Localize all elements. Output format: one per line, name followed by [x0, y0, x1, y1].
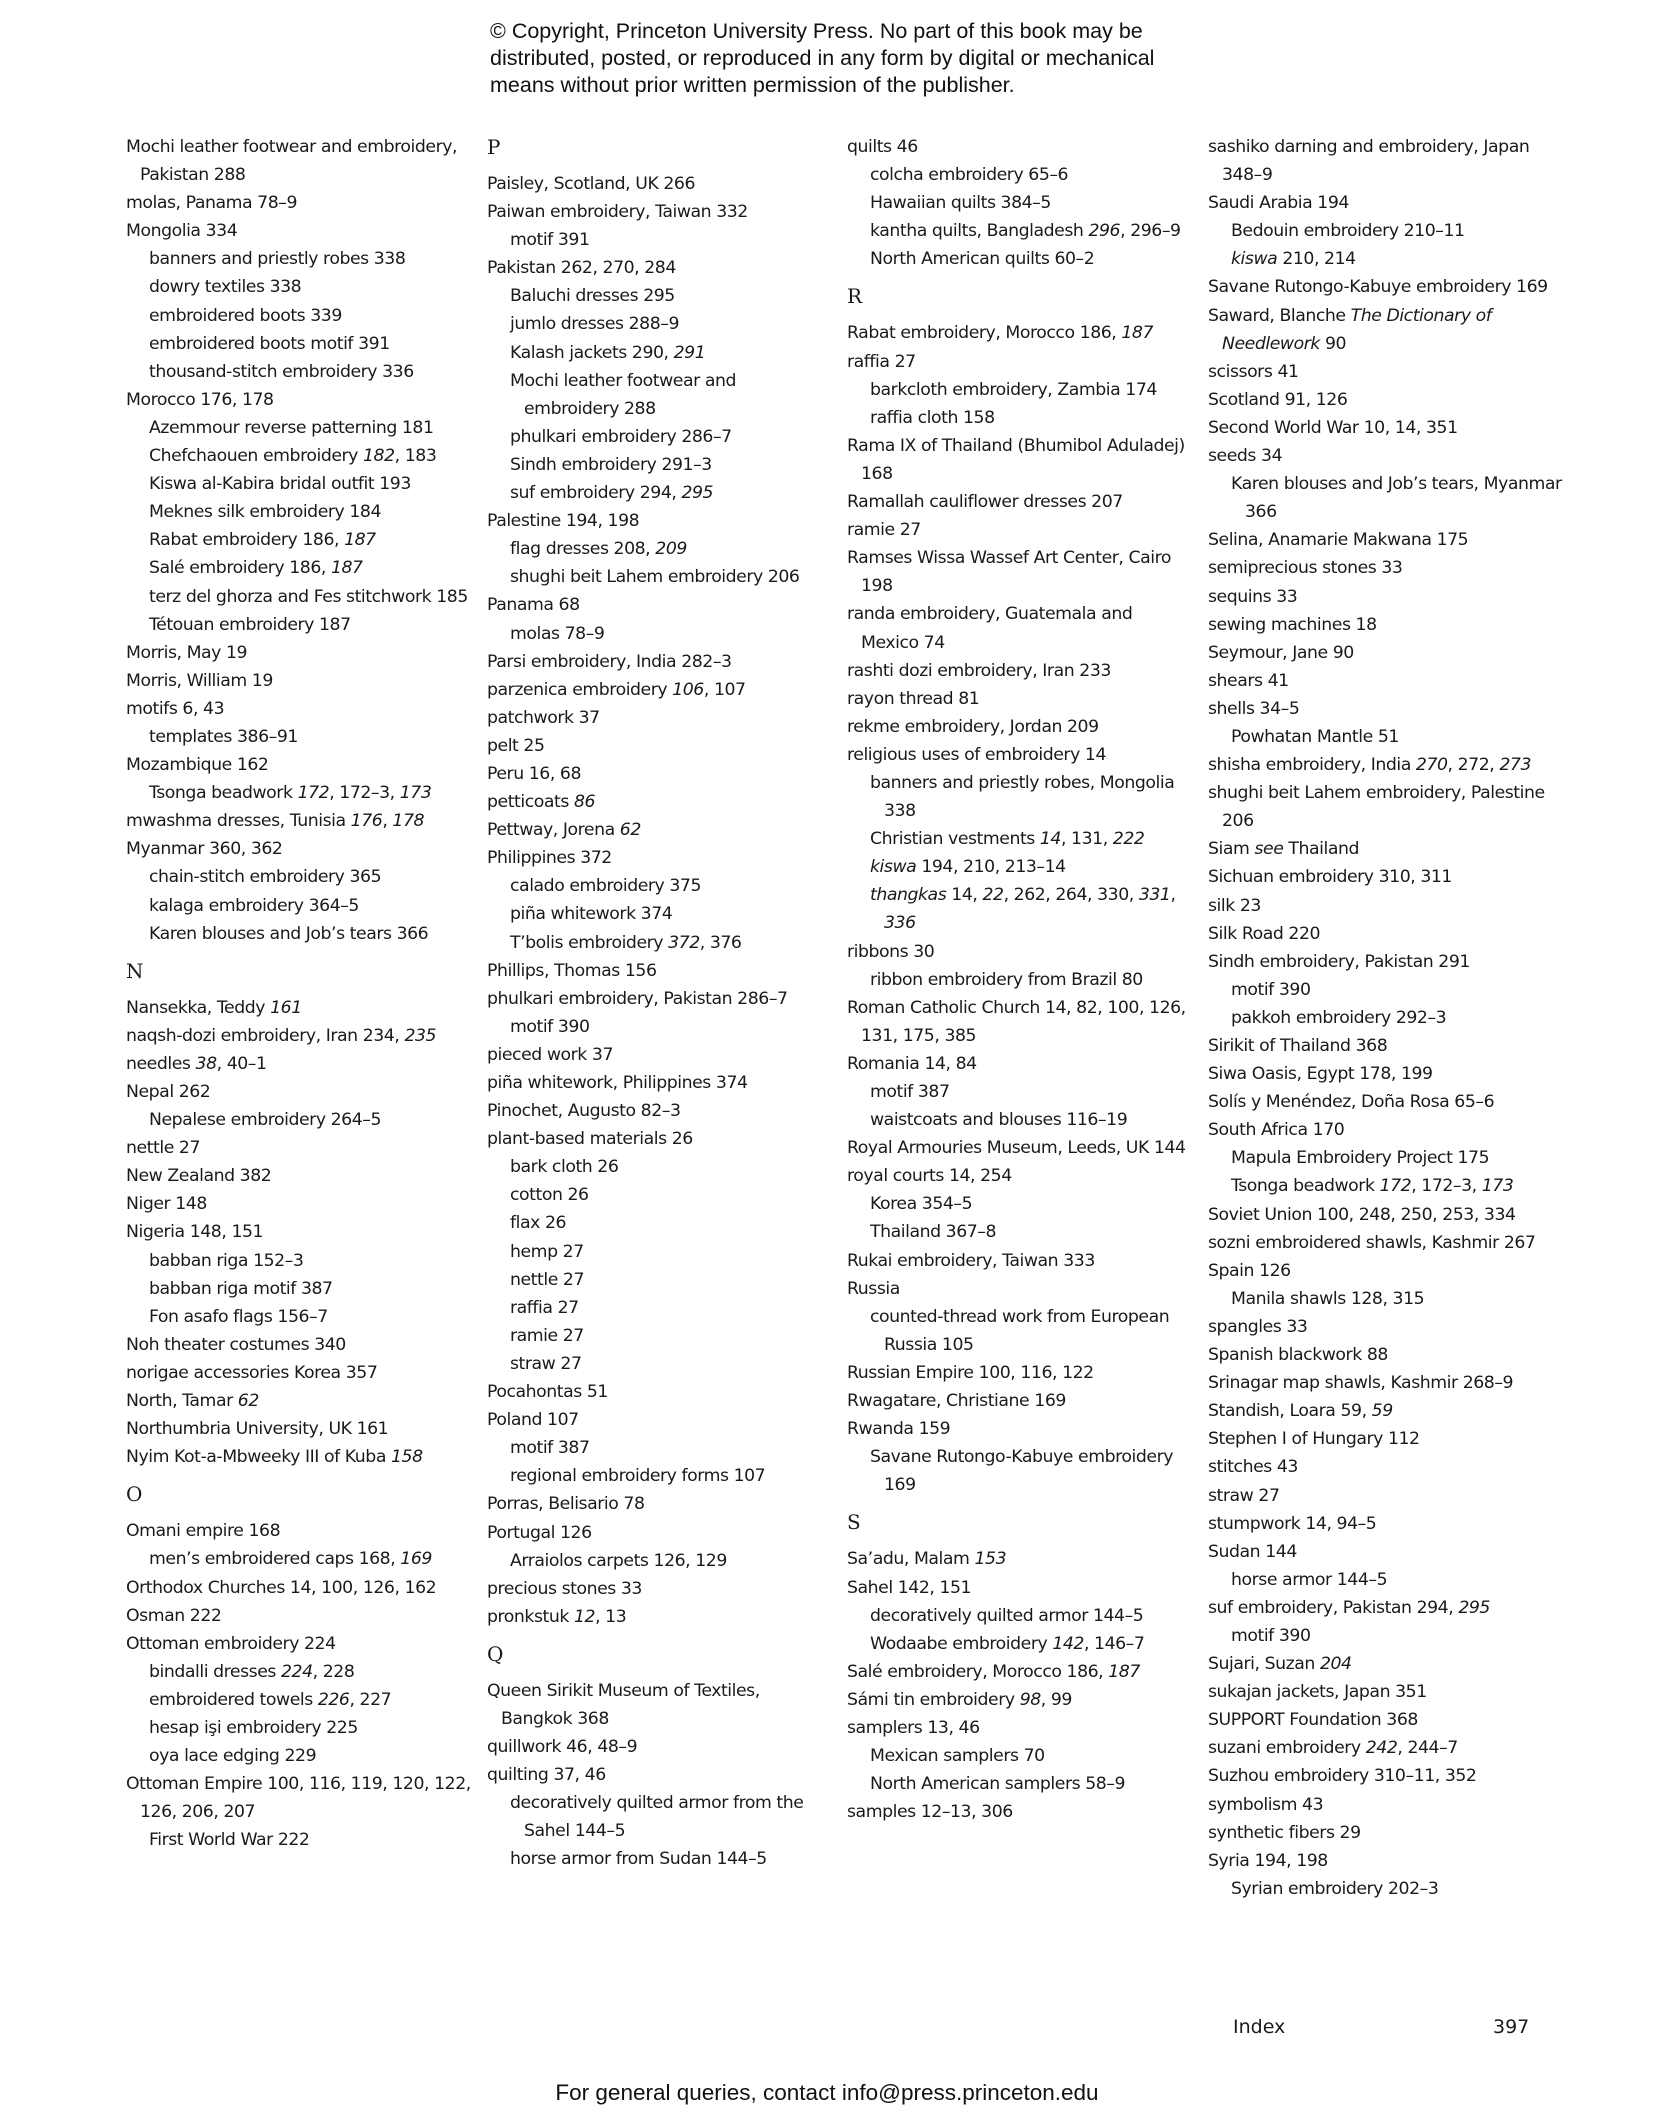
index-subentry: regional embroidery forms 107: [510, 1466, 766, 1487]
contact-footer: For general queries, contact info@press.princeton.edu: [555, 2080, 1099, 2105]
index-entry: parzenica embroidery 106, 107: [487, 679, 746, 700]
index-subentry: Powhatan Mantle 51: [1231, 726, 1399, 747]
index-entry: Ramses Wissa Wassef Art Center, Cairo 198: [847, 548, 1172, 597]
index-entry: Panama 68: [487, 595, 580, 616]
index-subentry: T’bolis embroidery 372, 376: [510, 932, 742, 953]
index-subentry: Mapula Embroidery Project 175: [1231, 1148, 1490, 1169]
index-entry: Pocahontas 51: [487, 1382, 608, 1403]
index-entry: needles 38, 40–1: [126, 1053, 267, 1074]
index-subentry: colcha embroidery 65–6: [870, 165, 1069, 186]
letter-heading: N: [126, 958, 144, 983]
index-subentry: barkcloth embroidery, Zambia 174: [870, 379, 1157, 400]
index-subentry: motif 390: [510, 1016, 590, 1037]
index-entry: naqsh-dozi embroidery, Iran 234, 235: [126, 1025, 437, 1046]
index-entry: scissors 41: [1208, 361, 1299, 382]
index-subentry: First World War 222: [149, 1830, 310, 1851]
index-subentry: Thailand 367–8: [870, 1222, 997, 1243]
index-entry: Stephen I of Hungary 112: [1208, 1429, 1420, 1450]
index-entry: precious stones 33: [487, 1578, 642, 1599]
index-entry: Orthodox Churches 14, 100, 126, 162: [126, 1577, 437, 1598]
index-entry: Seymour, Jane 90: [1208, 642, 1354, 663]
index-entry: synthetic fibers 29: [1208, 1822, 1361, 1843]
index-subentry: phulkari embroidery 286–7: [510, 426, 732, 447]
index-subentry: flax 26: [510, 1213, 567, 1234]
index-subentry: horse armor 144–5: [1231, 1569, 1388, 1590]
index-entry: Sámi tin embroidery 98, 99: [847, 1689, 1072, 1710]
index-subentry: ribbon embroidery from Brazil 80: [870, 969, 1143, 990]
index-subentry: Nepalese embroidery 264–5: [149, 1110, 382, 1131]
index-subentry: Savane Rutongo-Kabuye embroidery 169: [870, 1447, 1173, 1496]
index-entry: Paiwan embroidery, Taiwan 332: [487, 202, 748, 223]
index-entry: Saward, Blanche The Dictionary of Needlework 90: [1208, 305, 1492, 354]
index-entry: randa embroidery, Guatemala and Mexico 74: [847, 604, 1133, 653]
index-subentry: embroidered towels 226, 227: [149, 1689, 392, 1710]
index-entry: silk 23: [1208, 895, 1261, 916]
index-entry: seeds 34: [1208, 446, 1283, 467]
index-subentry: Fon asafo flags 156–7: [149, 1306, 328, 1327]
index-subentry: Meknes silk embroidery 184: [149, 502, 381, 523]
index-subentry: motif 391: [510, 230, 590, 251]
index-entry: Romania 14, 84: [847, 1053, 977, 1074]
index-subentry: Manila shawls 128, 315: [1231, 1288, 1425, 1309]
index-subentry: ramie 27: [510, 1325, 584, 1346]
index-column-1: [126, 133, 471, 1854]
index-subentry: templates 386–91: [149, 726, 298, 747]
index-entry: Rama IX of Thailand (Bhumibol Aduladej) 168: [847, 435, 1185, 484]
index-entry: symbolism 43: [1208, 1794, 1324, 1815]
index-entry: Morocco 176, 178: [126, 389, 274, 410]
index-entry: Ottoman embroidery 224: [126, 1633, 336, 1654]
index-subentry: chain-stitch embroidery 365: [149, 867, 382, 888]
index-subentry: Christian vestments 14, 131, 222: [870, 829, 1145, 850]
index-entry: shears 41: [1208, 670, 1289, 691]
index-entry: Myanmar 360, 362: [126, 839, 283, 860]
index-entry: samples 12–13, 306: [847, 1802, 1013, 1823]
index-entry: shughi beit Lahem embroidery, Palestine 206: [1208, 783, 1545, 832]
index-entry: royal courts 14, 254: [847, 1166, 1012, 1187]
index-entry: quilting 37, 46: [487, 1765, 606, 1786]
index-subentry: terz del ghorza and Fes stitchwork 185: [149, 586, 468, 607]
index-subentry: piña whitework 374: [510, 904, 673, 925]
index-entry: Ramallah cauliflower dresses 207: [847, 492, 1123, 513]
index-subentry: waistcoats and blouses 116–19: [870, 1110, 1128, 1131]
index-column-4: [1208, 133, 1568, 1903]
index-subentry: Tétouan embroidery 187: [149, 614, 351, 635]
index-entry: Sujari, Suzan 204: [1208, 1654, 1352, 1675]
index-subentry: raffia cloth 158: [870, 407, 995, 428]
index-entry: norigae accessories Korea 357: [126, 1362, 378, 1383]
index-subentry: embroidered boots motif 391: [149, 333, 390, 354]
index-entry: Pettway, Jorena 62: [487, 820, 641, 841]
index-entry: Saudi Arabia 194: [1208, 193, 1349, 214]
index-entry: straw 27: [1208, 1485, 1280, 1506]
index-entry: Second World War 10, 14, 351: [1208, 417, 1458, 438]
index-entry: Scotland 91, 126: [1208, 389, 1348, 410]
index-entry: quillwork 46, 48–9: [487, 1737, 638, 1758]
index-subentry: dowry textiles 338: [149, 277, 302, 298]
index-subentry: North American quilts 60–2: [870, 249, 1095, 270]
index-entry: sozni embroidered shawls, Kashmir 267: [1208, 1232, 1536, 1253]
index-entry: Srinagar map shawls, Kashmir 268–9: [1208, 1373, 1514, 1394]
index-subentry: Kiswa al-Kabira bridal outfit 193: [149, 474, 411, 495]
index-entry: pieced work 37: [487, 1044, 614, 1065]
index-entry: stumpwork 14, 94–5: [1208, 1513, 1377, 1534]
index-subentry: Tsonga beadwork 172, 172–3, 173: [149, 783, 432, 804]
index-entry: Soviet Union 100, 248, 250, 253, 334: [1208, 1204, 1516, 1225]
index-subentry: Rabat embroidery 186, 187: [149, 530, 376, 551]
index-entry: rekme embroidery, Jordan 209: [847, 716, 1099, 737]
index-subentry: Korea 354–5: [870, 1194, 973, 1215]
index-subentry: motif 387: [870, 1082, 950, 1102]
index-entry: Mozambique 162: [126, 755, 269, 776]
index-entry: Russia: [847, 1278, 900, 1299]
index-subentry: Baluchi dresses 295: [510, 286, 675, 307]
index-entry: Paisley, Scotland, UK 266: [487, 174, 696, 194]
index-subentry: Tsonga beadwork 172, 172–3, 173: [1231, 1176, 1514, 1197]
index-subentry: motif 390: [1231, 979, 1311, 1000]
index-entry: Sa’adu, Malam 153: [847, 1549, 1007, 1570]
index-subentry: horse armor from Sudan 144–5: [510, 1849, 767, 1870]
index-subentry: cotton 26: [510, 1185, 589, 1206]
index-entry: sewing machines 18: [1208, 614, 1377, 635]
index-entry: ribbons 30: [847, 941, 935, 962]
index-subentry: babban riga 152–3: [149, 1250, 304, 1271]
index-subentry: Arraiolos carpets 126, 129: [510, 1550, 727, 1571]
index-subentry: kiswa 210, 214: [1231, 249, 1356, 270]
index-subentry: bark cloth 26: [510, 1157, 619, 1178]
index-entry: Osman 222: [126, 1605, 222, 1626]
index-subentry: thousand-stitch embroidery 336: [149, 361, 414, 382]
index-subentry: Salé embroidery 186, 187: [149, 558, 363, 579]
index-entry: Salé embroidery, Morocco 186, 187: [847, 1661, 1140, 1682]
index-entry: Rwagatare, Christiane 169: [847, 1391, 1066, 1412]
index-entry: Niger 148: [126, 1194, 207, 1215]
index-entry: Siwa Oasis, Egypt 178, 199: [1208, 1064, 1433, 1085]
index-column-3: [847, 133, 1192, 1826]
index-subentry: jumlo dresses 288–9: [510, 314, 679, 335]
letter-heading: Q: [487, 1641, 504, 1666]
index-entry: South Africa 170: [1208, 1120, 1345, 1141]
index-subentry: decoratively quilted armor 144–5: [870, 1605, 1144, 1626]
letter-heading: O: [126, 1482, 143, 1507]
index-subentry: suf embroidery 294, 295: [510, 483, 714, 504]
index-subentry: Chefchaouen embroidery 182, 183: [149, 446, 437, 467]
index-subentry: shughi beit Lahem embroidery 206: [510, 567, 800, 588]
index-entry: Morris, William 19: [126, 670, 273, 691]
index-entry: raffia 27: [847, 351, 916, 372]
index-entry: stitches 43: [1208, 1457, 1298, 1478]
index-subentry: Azemmour reverse patterning 181: [149, 417, 434, 438]
index-entry: motifs 6, 43: [126, 698, 225, 719]
index-entry: sukajan jackets, Japan 351: [1208, 1682, 1427, 1703]
index-entry: Suzhou embroidery 310–11, 352: [1208, 1766, 1477, 1787]
index-entry: patchwork 37: [487, 707, 600, 728]
index-subentry: motif 390: [1231, 1625, 1311, 1646]
index-entry: Rukai embroidery, Taiwan 333: [847, 1250, 1095, 1271]
index-subentry: Karen blouses and Job’s tears, Myanmar 366: [1231, 474, 1562, 523]
index-entry: pronkstuk 12, 13: [487, 1606, 627, 1627]
index-entry: Pinochet, Augusto 82–3: [487, 1101, 681, 1122]
index-entry: Sindh embroidery, Pakistan 291: [1208, 951, 1470, 972]
copyright-notice: © Copyright, Princeton University Press. No part of this book may be distributed, posted, or reproduced in any form by digital or mechanical means without prior written permission of the publisher.: [490, 19, 1155, 97]
index-entry: Phillips, Thomas 156: [487, 960, 657, 981]
index-subentry: Syrian embroidery 202–3: [1231, 1878, 1439, 1899]
index-entry: Spanish blackwork 88: [1208, 1345, 1388, 1366]
index-entry: Sudan 144: [1208, 1541, 1297, 1562]
index-entry: Philippines 372: [487, 848, 612, 869]
index-entry: Nansekka, Teddy 161: [126, 997, 302, 1018]
index-subentry: thangkas 14, 22, 262, 264, 330, 331, 336: [870, 885, 1176, 934]
index-subentry: nettle 27: [510, 1269, 585, 1290]
index-subentry: kiswa 194, 210, 213–14: [870, 857, 1066, 878]
index-entry: Mochi leather footwear and embroidery, Pakistan 288: [126, 137, 458, 186]
index-entry: Mongolia 334: [126, 221, 238, 242]
index-entry: Porras, Belisario 78: [487, 1494, 645, 1515]
index-entry: Nigeria 148, 151: [126, 1222, 264, 1243]
index-entry: Northumbria University, UK 161: [126, 1419, 389, 1440]
index-entry: quilts 46: [847, 137, 918, 157]
index-subentry: kantha quilts, Bangladesh 296, 296–9: [870, 221, 1181, 242]
index-entry: Rwanda 159: [847, 1419, 951, 1440]
index-subentry: counted-thread work from European Russia 105: [870, 1306, 1170, 1355]
index-entry: Solís y Menéndez, Doña Rosa 65–6: [1208, 1092, 1495, 1113]
index-entry: Roman Catholic Church 14, 82, 100, 126, 131, 175, 385: [847, 997, 1186, 1046]
index-subentry: straw 27: [510, 1353, 582, 1374]
index-entry: mwashma dresses, Tunisia 176, 178: [126, 811, 425, 832]
index-entry: molas, Panama 78–9: [126, 193, 298, 214]
index-subentry: Kalash jackets 290, 291: [510, 342, 706, 363]
index-subentry: Mexican samplers 70: [870, 1746, 1045, 1767]
index-entry: shells 34–5: [1208, 698, 1300, 719]
index-entry: Sahel 142, 151: [847, 1577, 972, 1598]
index-subentry: pakkoh embroidery 292–3: [1231, 1007, 1447, 1028]
index-subentry: motif 387: [510, 1438, 590, 1459]
letter-heading: S: [847, 1510, 861, 1535]
index-entry: Selina, Anamarie Makwana 175: [1208, 530, 1469, 551]
letter-heading: P: [487, 135, 501, 159]
letter-heading: R: [847, 284, 863, 309]
index-entry: Sirikit of Thailand 368: [1208, 1036, 1388, 1056]
index-subentry: men’s embroidered caps 168, 169: [149, 1549, 432, 1570]
index-entry: suf embroidery, Pakistan 294, 295: [1208, 1597, 1490, 1618]
index-subentry: decoratively quilted armor from the Sahel 144–5: [510, 1793, 804, 1842]
index-entry: rashti dozi embroidery, Iran 233: [847, 660, 1111, 681]
index-subentry: Mochi leather footwear and embroidery 288: [510, 370, 736, 419]
index-entry: Silk Road 220: [1208, 923, 1321, 944]
index-entry: semiprecious stones 33: [1208, 558, 1403, 579]
index-entry: Noh theater costumes 340: [126, 1334, 346, 1355]
index-subentry: embroidered boots 339: [149, 305, 342, 326]
index-entry: Siam see Thailand: [1208, 839, 1360, 860]
index-subentry: Bedouin embroidery 210–11: [1231, 221, 1465, 242]
index-entry: Spain 126: [1208, 1260, 1291, 1281]
index-entry: Nepal 262: [126, 1082, 211, 1102]
index-entry: Ottoman Empire 100, 116, 119, 120, 122, 126, 206, 207: [126, 1774, 471, 1823]
index-entry: Palestine 194, 198: [487, 511, 640, 532]
index-entry: North, Tamar 62: [126, 1391, 259, 1412]
index-subentry: raffia 27: [510, 1297, 579, 1318]
index-subentry: calado embroidery 375: [510, 876, 702, 897]
index-entry: petticoats 86: [487, 792, 596, 813]
index-entry: rayon thread 81: [847, 688, 980, 709]
index-entry: ramie 27: [847, 520, 921, 541]
index-entry: Queen Sirikit Museum of Textiles, Bangkok 368: [487, 1680, 760, 1729]
index-subentry: Hawaiian quilts 384–5: [870, 193, 1051, 214]
index-entry: sequins 33: [1208, 586, 1298, 607]
index-entry: Pakistan 262, 270, 284: [487, 258, 676, 279]
index-entry: Sichuan embroidery 310, 311: [1208, 867, 1452, 888]
index-entry: Morris, May 19: [126, 642, 248, 663]
index-subentry: molas 78–9: [510, 623, 605, 644]
index-subentry: flag dresses 208, 209: [510, 539, 687, 560]
index-subentry: hesap işi embroidery 225: [149, 1717, 358, 1738]
index-entry: plant-based materials 26: [487, 1129, 693, 1150]
running-head: Index: [1233, 2016, 1286, 2038]
index-entry: New Zealand 382: [126, 1166, 272, 1187]
index-subentry: Wodaabe embroidery 142, 146–7: [870, 1633, 1145, 1654]
index-subentry: babban riga motif 387: [149, 1278, 333, 1299]
index-entry: Portugal 126: [487, 1522, 592, 1543]
index-entry: nettle 27: [126, 1138, 201, 1159]
index-entry: SUPPORT Foundation 368: [1208, 1710, 1418, 1731]
index-subentry: North American samplers 58–9: [870, 1774, 1126, 1795]
index-entry: Standish, Loara 59, 59: [1208, 1401, 1393, 1422]
index-subentry: Sindh embroidery 291–3: [510, 454, 712, 475]
index-entry: Omani empire 168: [126, 1521, 281, 1542]
index-entry: phulkari embroidery, Pakistan 286–7: [487, 988, 788, 1009]
index-subentry: kalaga embroidery 364–5: [149, 895, 359, 916]
index-entry: Syria 194, 198: [1208, 1850, 1328, 1871]
index-entry: Royal Armouries Museum, Leeds, UK 144: [847, 1138, 1186, 1159]
index-entry: samplers 13, 46: [847, 1717, 980, 1738]
index-entry: Nyim Kot-a-Mbweeky III of Kuba 158: [126, 1447, 423, 1468]
index-entry: Poland 107: [487, 1410, 579, 1431]
page-number: 397: [1493, 2016, 1530, 2038]
index-entry: Savane Rutongo-Kabuye embroidery 169: [1208, 277, 1548, 298]
index-entry: piña whitework, Philippines 374: [487, 1073, 748, 1093]
index-subentry: banners and priestly robes, Mongolia 338: [870, 772, 1175, 822]
index-entry: Russian Empire 100, 116, 122: [847, 1362, 1094, 1383]
index-subentry: Karen blouses and Job’s tears 366: [149, 923, 429, 944]
index-entry: suzani embroidery 242, 244–7: [1208, 1738, 1458, 1759]
index-entry: spangles 33: [1208, 1316, 1308, 1337]
index-entry: religious uses of embroidery 14: [847, 744, 1106, 765]
index-subentry: oya lace edging 229: [149, 1746, 317, 1767]
index-subentry: banners and priestly robes 338: [149, 249, 406, 270]
index-column-2: [487, 133, 832, 1874]
index-entry: sashiko darning and embroidery, Japan 348–9: [1208, 137, 1530, 186]
index-entry: Parsi embroidery, India 282–3: [487, 651, 732, 672]
index-entry: Rabat embroidery, Morocco 186, 187: [847, 323, 1154, 344]
index-subentry: bindalli dresses 224, 228: [149, 1661, 355, 1682]
index-entry: shisha embroidery, India 270, 272, 273: [1208, 755, 1531, 776]
index-subentry: hemp 27: [510, 1241, 584, 1262]
index-entry: Peru 16, 68: [487, 763, 582, 784]
index-entry: pelt 25: [487, 735, 545, 756]
